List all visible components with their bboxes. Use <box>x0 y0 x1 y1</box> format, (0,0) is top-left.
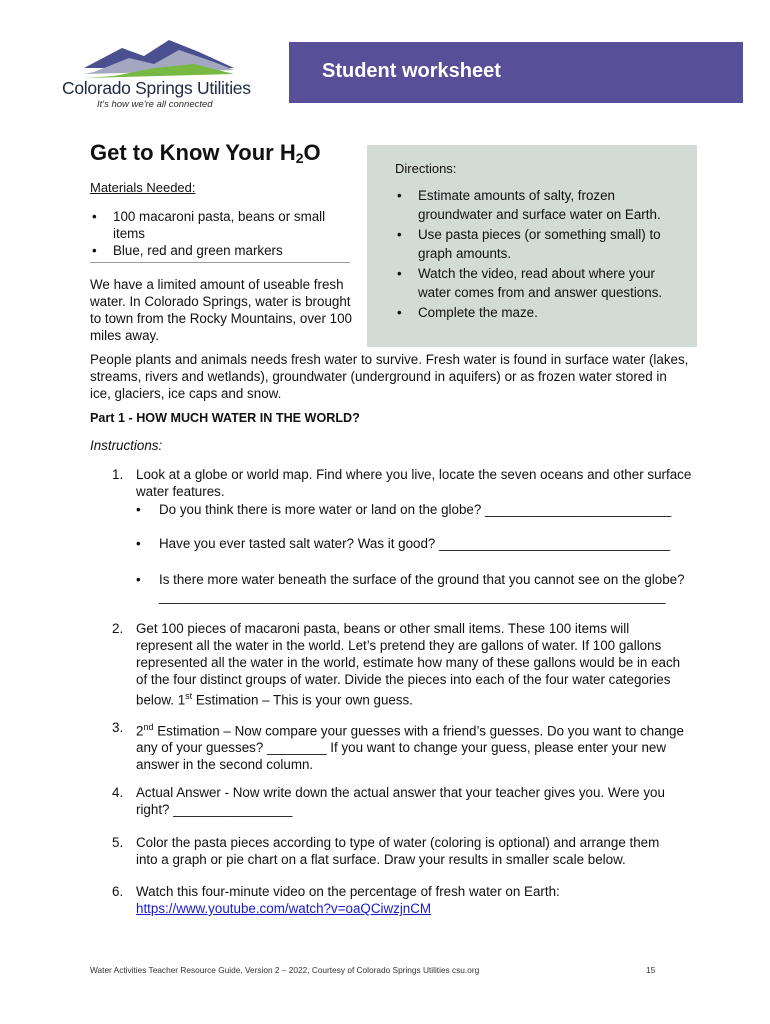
video-link[interactable]: https://www.youtube.com/watch?v=oaQCiwzjnCM <box>136 901 432 916</box>
step-text: Watch this four-minute video on the percentage of fresh water on Earth: <box>136 884 560 899</box>
org-name: Colorado Springs Utilities <box>62 78 251 98</box>
directions-item: • Use pasta pieces (or something small) to graph amounts. <box>395 225 687 263</box>
step-number: 3. <box>112 720 124 735</box>
step-number: 6. <box>112 884 124 899</box>
step-text-part: Get 100 pieces of macaroni pasta, beans or other small items. These 100 items will represent all the water in the world. Let’s pretend they are gallons of water. If 100 gallons represented all the water in the world, estimate how many of these gallons would be in each of the four distinct groups of water. Divide the pieces into each of the four water categories below. 1 <box>136 621 681 708</box>
materials-item: • 100 macaroni pasta, beans or small items <box>90 208 352 242</box>
intro-text: We have a limited amount of useable fresh water. In Colorado Springs, water is brought to town from the Rocky Mountains, over 100 miles away. <box>90 277 352 343</box>
directions-header: Directions: <box>395 161 457 176</box>
step-text-part: 2 <box>136 723 144 739</box>
bullet-icon: • <box>136 502 141 517</box>
step-superscript: nd <box>143 722 154 732</box>
part1-heading: Part 1 - HOW MUCH WATER IN THE WORLD? <box>90 411 360 425</box>
question-text: Is there more water beneath the surface of the ground that you cannot see on the globe? ____________________________________________________________________ <box>159 572 685 604</box>
page-number: 15 <box>646 965 656 975</box>
step-number: 4. <box>112 785 124 800</box>
materials-list <box>90 208 352 259</box>
question-text: Have you ever tasted salt water? Was it good? _______________________________ <box>159 536 670 551</box>
step-text: Look at a globe or world map. Find where you live, locate the seven oceans and other surface water features. <box>136 467 692 499</box>
mountain-logo-icon <box>84 38 234 80</box>
divider <box>90 262 350 263</box>
step-text-part: Estimation – Now compare your guesses with a friend’s guesses. Do you want to change any of your guesses? ________ If you want to change your guess, please enter your new answer in the second column. <box>136 723 684 773</box>
banner-title: Student worksheet <box>322 60 501 82</box>
bullet-icon: • <box>136 572 141 587</box>
csu-logo <box>62 38 251 118</box>
bullet-icon: • <box>136 536 141 551</box>
step-text: Actual Answer - Now write down the actual answer that your teacher gives you. Were you right? ________________ <box>136 785 665 817</box>
step-superscript: st <box>185 691 193 701</box>
step-number: 2. <box>112 621 124 636</box>
step-text: Color the pasta pieces according to type of water (coloring is optional) and arrange them into a graph or pie chart on a flat surface. Draw your results in smaller scale below. <box>136 835 660 867</box>
step-number: 1. <box>112 467 124 482</box>
step-text <box>136 620 684 708</box>
step-text-part: Estimation – This is your own guess. <box>192 692 413 708</box>
title-main: Get to Know Your H <box>90 140 296 165</box>
page-title <box>90 140 321 166</box>
directions-list <box>395 186 687 323</box>
materials-label: Materials Needed: <box>90 180 196 195</box>
directions-item: • Watch the video, read about where your water comes from and answer questions. <box>395 264 687 302</box>
directions-item: • Complete the maze. <box>395 303 687 322</box>
title-subscript: 2 <box>295 150 304 166</box>
step-text <box>136 719 684 773</box>
org-tagline: It's how we're all connected <box>97 99 213 110</box>
page-footer: Water Activities Teacher Resource Guide, Version 2 – 2022, Courtesy of Colorado Springs Utilities csu.org <box>90 965 480 975</box>
directions-box <box>367 145 697 347</box>
step-number: 5. <box>112 835 124 850</box>
fresh-water-paragraph: People plants and animals needs fresh water to survive. Fresh water is found in surface water (lakes, streams, rivers and wetlands), groundwater (underground in aquifers) or as frozen water stored in ice, glaciers, ice caps and snow. <box>90 352 689 401</box>
instructions-label: Instructions: <box>90 438 163 453</box>
title-end: O <box>303 140 321 165</box>
materials-item: • Blue, red and green markers <box>90 242 352 259</box>
worksheet-banner <box>289 42 743 103</box>
question-text: Do you think there is more water or land on the globe? _________________________ <box>159 502 672 517</box>
directions-item: • Estimate amounts of salty, frozen groundwater and surface water on Earth. <box>395 186 687 224</box>
